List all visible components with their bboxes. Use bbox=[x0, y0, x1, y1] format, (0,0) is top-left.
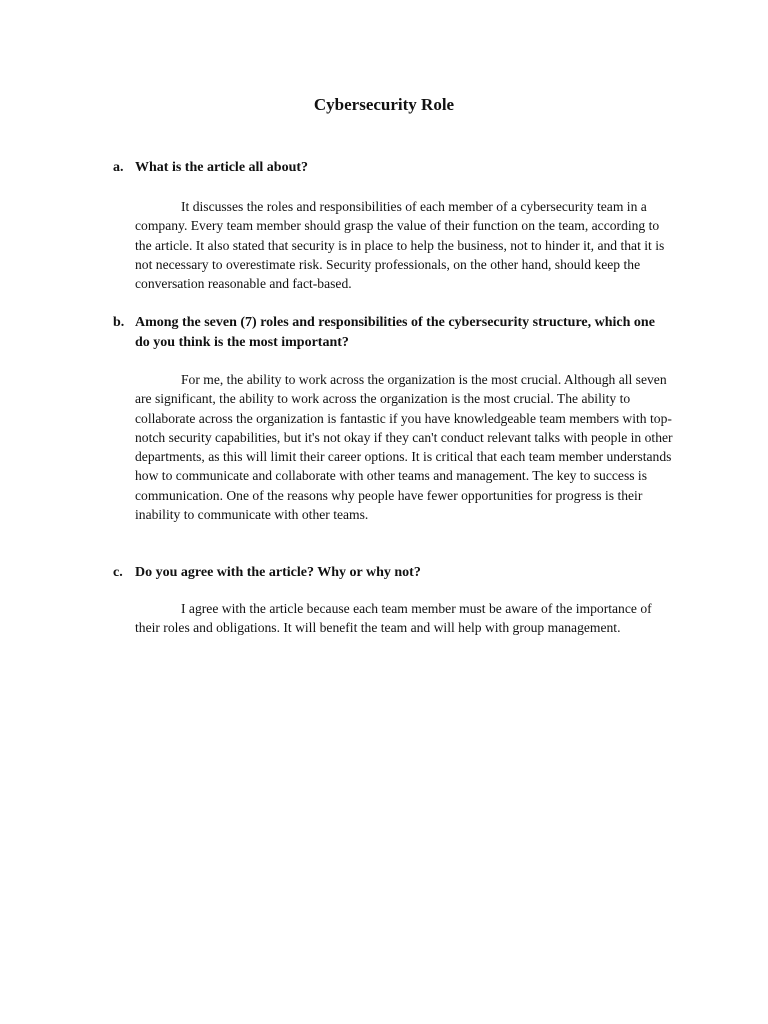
question-c-text: Do you agree with the article? Why or why not? bbox=[135, 565, 421, 580]
question-a bbox=[113, 158, 673, 178]
question-c-letter: c. bbox=[113, 565, 123, 580]
answer-c: I agree with the article because each team member must be aware of the importance of their roles and obligations. It will benefit the team and will help with group management. bbox=[135, 601, 652, 636]
document-title: Cybersecurity Role bbox=[313, 95, 455, 114]
question-b bbox=[113, 313, 673, 353]
question-b-text: Among the seven (7) roles and responsibilities of the cybersecurity structure, which one do you think is the most important? bbox=[135, 315, 655, 350]
question-c bbox=[113, 563, 673, 583]
question-a-letter: a. bbox=[113, 160, 124, 175]
answer-a: It discusses the roles and responsibilities of each member of a cybersecurity team in a company. Every team member should grasp the value of their function on the team, according to the article. It also stated that security is in place to help the business, not to hinder it, and that it is not necessary to overestimate risk. Security professionals, on the other hand, should keep the conversation reasonable and fact-based. bbox=[135, 199, 665, 292]
question-b-letter: b. bbox=[113, 315, 125, 330]
question-a-text: What is the article all about? bbox=[135, 160, 309, 175]
answer-b: For me, the ability to work across the organization is the most crucial. Although all seven are significant, the ability to work across the organization is the most crucial. The ability to collaborate across the organization is fantastic if you have knowledgeable team members with top-notch security capabilities, but it's not okay if they can't conduct relevant talks with people in other departments, as this will limit their career options. It is critical that each team member understands how to communicate and collaborate with other teams and management. The key to success is communication. One of the reasons why people have fewer opportunities for progress is their inability to communicate with other teams. bbox=[135, 372, 673, 523]
